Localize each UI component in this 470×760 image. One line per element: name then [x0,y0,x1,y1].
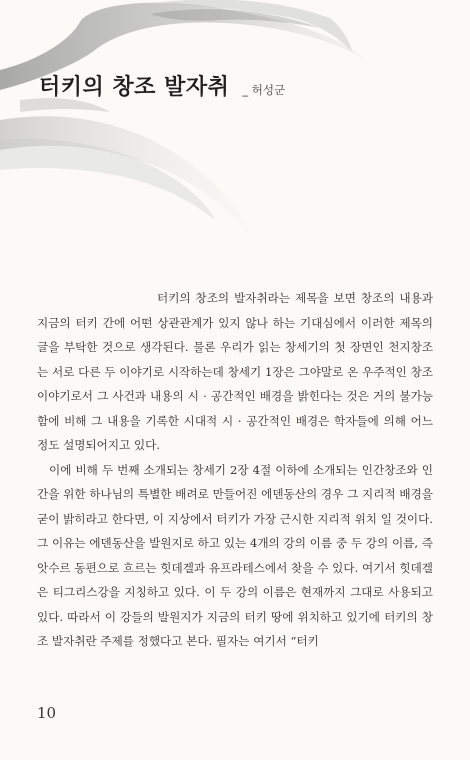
article-title: 터키의 창조 발자취 [39,75,230,100]
paragraph-1: 터키의 창조의 발자취라는 제목을 보면 창조의 내용과 지금의 터키 간에 어떤 상관관계가 있지 않나 하는 기대심에서 이러한 제목의 글을 부탁한 것으로 생각된다. 물론 우리가 읽는 창세기의 첫 장면인 천지창조는 서로 다른 두 이야기로 시작하는데 창세기 1장은 그야말로 온 우주적인 창조 이야기로서 그 사건과 내용의 시 · 공간적인 배경을 밝힌다는 것은 거의 불가능함에 비해 그 내용을 기록한 시대적 시 · 공간적인 배경은 학자들에 의해 어느 정도 설명되어지고 있다. [37,291,433,452]
article-header [39,70,285,104]
article-author: _ 허성군 [242,83,286,97]
article-body [37,286,433,654]
paragraph-2: 이에 비해 두 번째 소개되는 창세기 2장 4절 이하에 소개되는 인간창조와 인간을 위한 하나님의 특별한 배려로 만들어진 에덴동산의 경우 그 지리적 배경을 굳이 밝히라고 한다면, 이 지상에서 터키가 가장 근시한 지리적 위치 일 것이다. 그 이유는 에덴동산을 발원지로 하고 있는 4개의 강의 이름 중 두 강의 이름, 즉 앗수르 동편으로 흐르는 힛데겔과 유프라테스에서 찾을 수 있다. 여기서 힛데겔은 티그리스강을 지칭하고 있다. 이 두 강의 이름은 현재까지 그대로 사용되고 있다. 따라서 이 강들의 발원지가 지금의 터키 땅에 위치하고 있기에 터키의 창조 발자취란 주제를 정했다고 본다. 필자는 여기서 “터키 [37,462,433,648]
ink-brush-stroke-decoration [0,0,470,260]
page-number: 10 [37,704,57,722]
